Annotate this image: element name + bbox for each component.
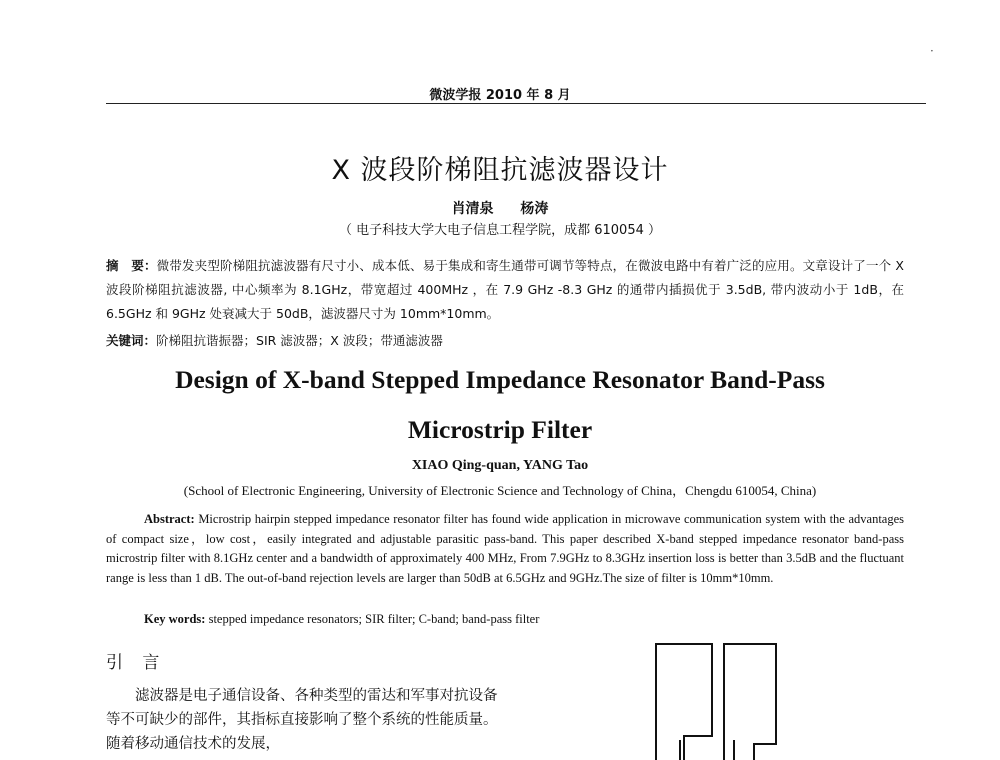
- chinese-title: X 波段阶梯阻抗滤波器设计: [331, 155, 669, 186]
- chinese-keywords: [106, 331, 904, 349]
- english-affiliation: (School of Electronic Engineering, University of Electronic Science and Technology of China，Chengdu 610054, China): [183, 483, 817, 498]
- chinese-affiliation: （ 电子科技大学大电子信息工程学院，成都 610054 ）: [338, 223, 662, 238]
- header-rule: [106, 103, 926, 104]
- english-keywords: [144, 612, 904, 627]
- resonator-left: [656, 644, 712, 760]
- filter-layout-figure: [650, 640, 790, 760]
- running-header: 微波学报 2010 年 8 月: [429, 88, 571, 103]
- chinese-abstract-text: 微带发夹型阶梯阻抗滤波器有尺寸小、成本低、易于集成和寄生通带可调节等特点，在微波电路中有着广泛的应用。文章设计了一个 X 波段阶梯阻抗滤波器, 中心频率为 8.1GHz，带宽超过 400MHz ，在 7.9 GHz -8.3 GHz 的通带内插损优于 3.5dB, 带内波动小于 1dB，在 6.5GHz 和 9GHz 处衰减大于 50dB，滤波器尺寸为 10mm*10mm。: [106, 258, 904, 321]
- chinese-keywords-text: 阶梯阻抗谐振器；SIR 滤波器；X 波段；带通滤波器: [156, 333, 443, 348]
- stray-mark: ·: [930, 44, 934, 58]
- english-abstract: [106, 510, 904, 588]
- english-keywords-label: Key words:: [144, 612, 206, 626]
- english-title-line1: Design of X-band Stepped Impedance Resonator Band-Pass: [175, 365, 825, 394]
- section-title: 引 言: [106, 653, 160, 673]
- intro-text: 滤波器是电子通信设备、各种类型的雷达和军事对抗设备等不可缺少的部件，其指标直接影响了整个系统的性能质量。随着移动通信技术的发展，: [106, 688, 498, 752]
- chinese-authors: 肖清泉 杨涛: [451, 201, 549, 217]
- resonator-right: [724, 644, 776, 760]
- english-abstract-text: Microstrip hairpin stepped impedance resonator filter has found wide application in microwave communication system with the advantages of compact size，low cost，easily integrated and adjustable parasitic pass-band. This paper described X-band stepped impedance resonator band-pass microstrip filter with 8.1GHz center and a bandwidth of approximately 400 MHz, From 7.9GHz to 8.3GHz insertion loss is better than 3.5dB and the fluctuant range is less than 1 dB. The out-of-band rejection levels are larger than 50dB at 6.5GHz and 9GHz.The size of filter is 10mm*10mm.: [106, 512, 905, 585]
- english-title-line2: Microstrip Filter: [407, 415, 593, 444]
- english-keywords-text: stepped impedance resonators; SIR filter; C-band; band-pass filter: [208, 612, 540, 626]
- chinese-abstract-label: 摘 要：: [106, 258, 157, 273]
- chinese-keywords-label: 关键词：: [106, 333, 157, 348]
- english-abstract-label: Abstract:: [144, 512, 195, 526]
- intro-paragraph: [106, 684, 506, 756]
- chinese-abstract: [106, 254, 904, 326]
- english-authors: XIAO Qing-quan, YANG Tao: [411, 458, 589, 473]
